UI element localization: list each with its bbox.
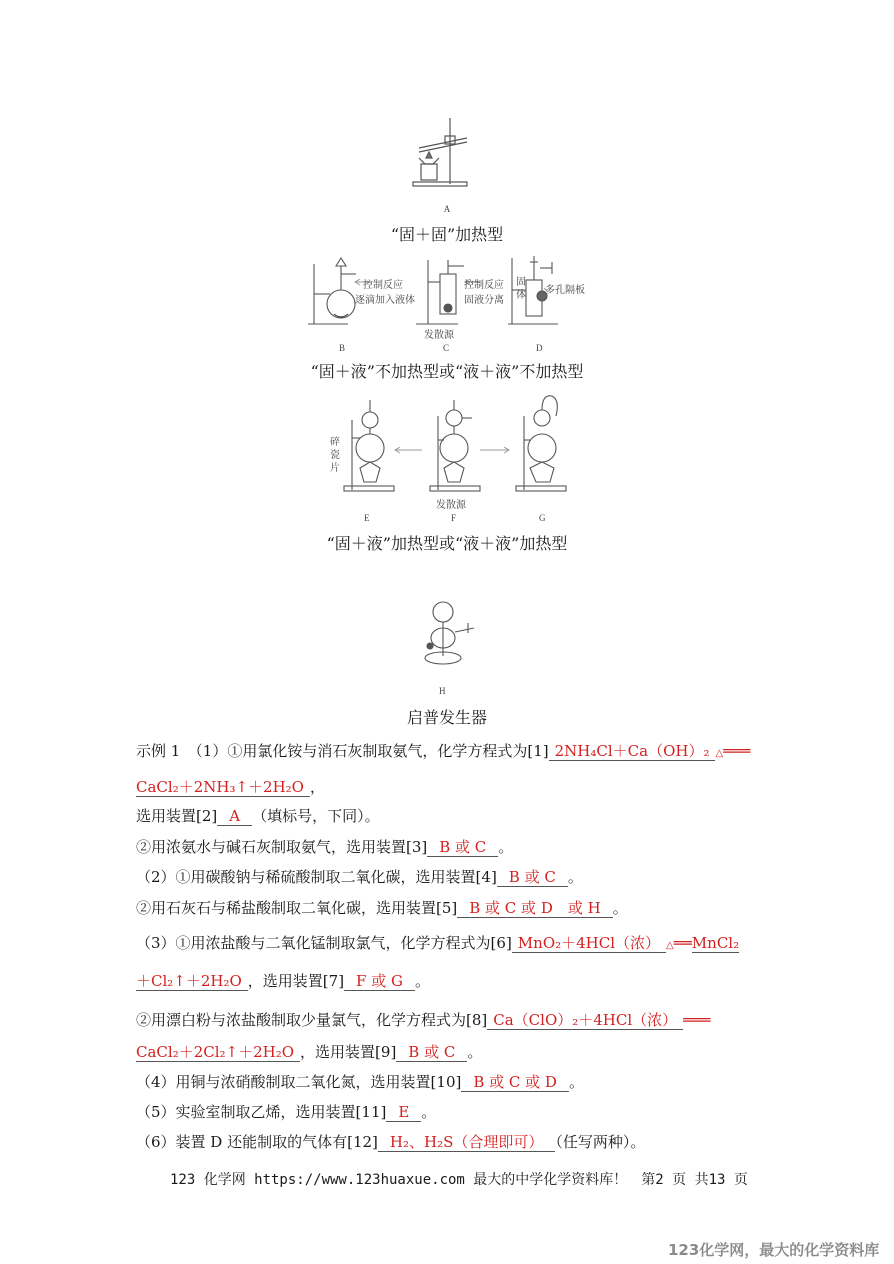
kipp-generator-drawing — [416, 598, 486, 668]
line4-text: ②用浓氨水与碱石灰制取氨气，选用装置[3] — [136, 838, 428, 856]
answer-2: A — [217, 807, 252, 826]
figure-h-caption: 启普发生器 — [406, 708, 487, 727]
answer-1-continued: CaCl₂＋2NH₃↑＋2H₂O — [136, 778, 310, 797]
example-line-4 — [136, 836, 513, 857]
line3-text: 选用装置[2] — [136, 807, 218, 825]
line10-text: ，选用装置[9] — [300, 1043, 397, 1061]
answer-6-continued: ＋Cl₂↑＋2H₂O — [136, 972, 248, 991]
line8-post: 。 — [414, 972, 430, 990]
answer-12: H₂、H₂S（合理即可） — [378, 1133, 555, 1152]
line5-text: （2）①用碳酸钠与稀硫酸制取二氧化碳，选用装置[4] — [136, 868, 497, 886]
example-line-6 — [136, 897, 628, 918]
line4-post: 。 — [498, 838, 514, 856]
example-line-2 — [136, 776, 325, 797]
equals-sign-6: ══ — [673, 934, 692, 952]
line12-post: 。 — [421, 1103, 437, 1121]
equals-sign-8: ═══ — [683, 1011, 711, 1029]
line2-punct: ， — [309, 778, 325, 796]
line6-post: 。 — [612, 899, 628, 917]
line11-text: （4）用铜与浓硝酸制取二氧化氮，选用装置[10] — [136, 1073, 462, 1091]
example-line-8 — [136, 970, 430, 991]
answer-8: Ca（ClO）₂＋4HCl（浓） — [487, 1011, 683, 1030]
example-line-12 — [136, 1101, 436, 1122]
note-c-line2: 固液分离 — [464, 295, 504, 306]
figure-d-letter: D — [536, 343, 543, 353]
note-b-line1: 控制反应 — [363, 280, 403, 291]
note-d-solid: 固体 — [516, 277, 526, 301]
note-c-line1: 控制反应 — [464, 280, 504, 291]
figure-e-letter: E — [364, 513, 370, 523]
apparatus-efg-drawing — [330, 390, 580, 498]
apparatus-a-drawing — [405, 112, 475, 192]
line8-text: ，选用装置[7] — [247, 972, 345, 990]
example-line-10 — [136, 1041, 482, 1062]
line10-post: 。 — [467, 1043, 483, 1061]
heat-condition-6: △ — [666, 940, 674, 951]
note-d: 多孔隔板 — [545, 285, 585, 296]
line3-post: （填标号，下同）。 — [252, 807, 380, 825]
line13-post: （任写两种）。 — [555, 1133, 646, 1151]
line11-post: 。 — [568, 1073, 584, 1091]
site-watermark: 123化学网，最大的化学资料库 — [668, 1241, 880, 1259]
figure-bcd-caption: “固＋液”不加热型或“液＋液”不加热型 — [310, 362, 584, 381]
example-line-5 — [136, 866, 583, 887]
bcd-source-label: 发散源 — [424, 330, 454, 341]
page-footer: 123 化学网 https://www.123huaxue.com 最大的中学化学资料库！ 第2 页 共13 页 — [170, 1172, 748, 1188]
answer-5: B 或 C 或 D 或 H — [457, 899, 612, 918]
heat-condition-1: △ — [715, 748, 724, 759]
figure-g-letter: G — [539, 513, 546, 523]
answer-8-continued: CaCl₂＋2Cl₂↑＋2H₂O — [136, 1043, 300, 1062]
line9-text: ②用漂白粉与浓盐酸制取少量氯气，化学方程式为[8] — [136, 1011, 488, 1029]
figure-a-caption: “固＋固”加热型 — [390, 225, 504, 244]
example-line-1 — [136, 740, 750, 761]
example-line-13 — [136, 1131, 645, 1152]
equals-sign-1: ═══ — [723, 742, 751, 760]
answer-1: 2NH₄Cl＋Ca（OH）₂ — [549, 742, 716, 761]
example-line-3 — [136, 805, 380, 826]
shards-label: 碎瓷片 — [330, 437, 340, 474]
answer-3: B 或 C — [427, 838, 498, 857]
line6-text: ②用石灰石与稀盐酸制取二氧化碳，选用装置[5] — [136, 899, 458, 917]
answer-6-product: MnCl₂ — [691, 934, 740, 952]
line1-text: 示例 1 （1）①用氯化铵与消石灰制取氨气，化学方程式为[1] — [136, 742, 549, 760]
answer-9: B 或 C — [396, 1043, 467, 1062]
figure-efg-caption: “固＋液”加热型或“液＋液”加热型 — [326, 534, 568, 553]
line5-post: 。 — [567, 868, 583, 886]
note-b-line2: 逐滴加入液体 — [355, 295, 415, 306]
example-line-7 — [136, 932, 739, 953]
answer-6: MnO₂＋4HCl（浓） — [512, 934, 666, 953]
example-line-9 — [136, 1009, 710, 1030]
line13-text: （6）装置 D 还能制取的气体有[12] — [136, 1133, 378, 1151]
line12-text: （5）实验室制取乙烯，选用装置[11] — [136, 1103, 387, 1121]
figure-f-letter: F — [451, 513, 457, 523]
figure-a-letter: A — [443, 204, 451, 214]
figure-h-letter: H — [439, 686, 446, 696]
figure-c-letter: C — [443, 343, 450, 353]
example-line-11 — [136, 1071, 584, 1092]
answer-4: B 或 C — [497, 868, 568, 887]
line7-text: （3）①用浓盐酸与二氧化锰制取氯气，化学方程式为[6] — [136, 934, 512, 952]
efg-source-label: 发散源 — [436, 500, 466, 511]
answer-10: B 或 C 或 D — [461, 1073, 569, 1092]
figure-b-letter: B — [339, 343, 346, 353]
answer-7: F 或 G — [344, 972, 415, 991]
answer-11: E — [386, 1103, 421, 1122]
